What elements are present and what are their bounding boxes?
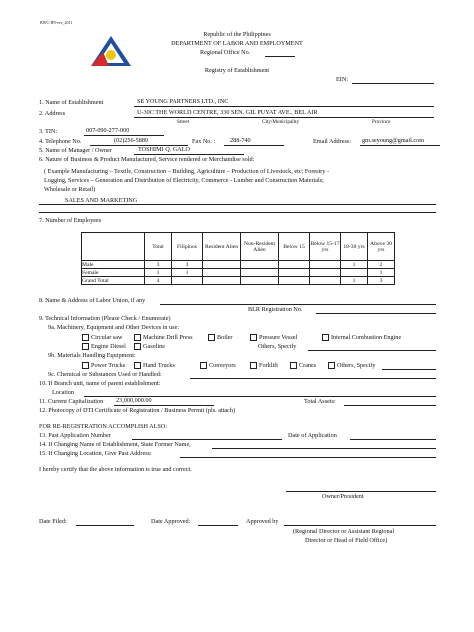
- blr-field[interactable]: [316, 313, 436, 314]
- checkbox-icon: [250, 334, 257, 341]
- header-non-resident-alien: Non-Resident Alien: [241, 233, 279, 261]
- checkbox-label: Forklift: [259, 362, 278, 369]
- table-row: [82, 269, 395, 277]
- circular-saw-checkbox[interactable]: [82, 334, 122, 341]
- table-cell[interactable]: 3: [368, 277, 395, 285]
- table-row: [82, 277, 395, 285]
- director-caption-2: Director or Head of Field Office): [305, 537, 388, 544]
- table-cell[interactable]: 3: [172, 261, 203, 269]
- branch-label: 10. If Branch unit, name of parent establishment:: [39, 380, 161, 387]
- checkbox-icon: [200, 362, 207, 369]
- checkbox-label: Circular saw: [91, 334, 123, 341]
- drill-press-checkbox[interactable]: [134, 334, 193, 341]
- table-cell[interactable]: 1: [145, 269, 172, 277]
- director-caption-1: (Regional Director or Assistant Regional: [293, 528, 395, 535]
- tin-field[interactable]: [84, 135, 164, 136]
- table-cell[interactable]: [172, 277, 203, 285]
- checkbox-icon: [250, 362, 257, 369]
- blr-label: BLR Registration No.: [248, 306, 303, 313]
- checkbox-icon: [82, 334, 89, 341]
- pressure-vessel-checkbox[interactable]: [250, 334, 297, 341]
- checkbox-icon: [328, 362, 335, 369]
- nature-field-line-2[interactable]: [39, 212, 436, 213]
- approved-by-label: Approved by: [246, 518, 279, 525]
- date-application-field[interactable]: [350, 439, 436, 440]
- engine-diesel-checkbox[interactable]: [82, 343, 126, 350]
- email-field[interactable]: [360, 145, 440, 146]
- ein-label: EIN:: [336, 76, 349, 83]
- signature-field[interactable]: [286, 491, 436, 492]
- labor-union-field[interactable]: [160, 304, 436, 305]
- row-label: Male: [82, 261, 145, 269]
- checkbox-icon: [208, 334, 215, 341]
- table-cell[interactable]: [203, 261, 241, 269]
- header-total: Total: [145, 233, 172, 261]
- registry-title: Registry of Establishment: [204, 67, 270, 74]
- table-cell[interactable]: [279, 277, 310, 285]
- gasoline-checkbox[interactable]: [134, 343, 165, 350]
- handling-others-field[interactable]: [382, 369, 436, 370]
- labor-union-label: 8. Name & Address of Labor Union, if any: [39, 297, 146, 304]
- department-heading: DEPARTMENT OF LABOR AND EMPLOYMENT: [171, 40, 303, 47]
- approved-by-field[interactable]: [284, 525, 436, 526]
- table-cell[interactable]: 1: [341, 261, 368, 269]
- checkbox-icon: [82, 343, 89, 350]
- table-cell[interactable]: [203, 269, 241, 277]
- establishment-name-label: 1. Name of Establishment: [39, 99, 104, 106]
- checkbox-label: Pressure Vessel: [259, 334, 298, 341]
- address-label: 2. Address: [39, 110, 66, 117]
- handling-label: 9b. Materials Handling Equipment:: [48, 352, 136, 359]
- hand-trucks-checkbox[interactable]: [134, 362, 175, 369]
- city-caption: City/Municipality: [262, 119, 300, 125]
- total-assets-label: Total Assets:: [304, 398, 336, 405]
- nature-example-line-1: ( Example Manufacturing – Textile, Construction – Building, Agriculture – Production of Livestock, etc; Forestry -: [44, 168, 330, 175]
- machinery-others-field[interactable]: [308, 350, 436, 351]
- email-value: gm.seyoung@gmail.com: [362, 137, 425, 144]
- employees-table: [81, 232, 395, 285]
- header-below-15: Below 15: [279, 233, 310, 261]
- header-18-30: 18-30 yrs: [341, 233, 368, 261]
- checkbox-icon: [322, 334, 329, 341]
- checkbox-label: Internal Combustion Engine: [331, 334, 402, 341]
- table-cell[interactable]: [279, 261, 310, 269]
- total-assets-field[interactable]: [344, 405, 436, 406]
- forklift-checkbox[interactable]: [250, 362, 278, 369]
- telephone-value: (02)256-5889: [114, 137, 149, 144]
- technical-label: 9. Technical Information (Please Check / Enumerate): [39, 315, 171, 322]
- table-row: [82, 261, 395, 269]
- table-cell[interactable]: [310, 269, 341, 277]
- manager-label: 5. Name of Manager / Owner: [39, 147, 112, 154]
- chemical-label: 9c. Chemical or Substances Used or Handled:: [48, 371, 162, 378]
- past-application-label: 13. Past Application Number: [39, 432, 111, 439]
- machinery-others-label: Others, Specify: [258, 343, 297, 350]
- power-trucks-checkbox[interactable]: [82, 362, 125, 369]
- checkbox-label: Gasoline: [143, 343, 165, 350]
- nature-example-line-2: Logging, Services – Generation and Distribution of Electricity, Commerce - Lumber and Construction Materials;: [44, 177, 324, 184]
- checkbox-label: Cranes: [299, 362, 317, 369]
- row-label: Female: [82, 269, 145, 277]
- header-filipinos: Filipinos: [172, 233, 203, 261]
- owner-caption: Owner/President: [322, 493, 364, 500]
- table-cell[interactable]: 2: [368, 261, 395, 269]
- street-caption: Street: [177, 119, 190, 125]
- header-above-30: Above 30 yrs: [368, 233, 395, 261]
- form-code: BWC-IP5-rev_2011: [40, 20, 73, 25]
- former-name-label: 14. If Changing Name of Establishment, State Former Name,: [39, 441, 191, 448]
- capitalization-label: 11. Current Capitalization: [39, 398, 104, 405]
- fax-field[interactable]: [224, 145, 284, 146]
- photocopy-label: 12. Photocopy of DTI Certificate of Registration / Business Permit (pls. attach): [39, 407, 236, 414]
- nature-label: 6. Nature of Business & Product Manufactured, Service rendered or Merchandise sold:: [39, 156, 255, 163]
- capitalization-field[interactable]: [114, 405, 214, 406]
- fax-label: Fax No. :: [192, 138, 216, 145]
- table-cell[interactable]: 3: [145, 261, 172, 269]
- table-cell[interactable]: [241, 261, 279, 269]
- machinery-label: 9a. Machinery, Equipment and Other Devices in use:: [48, 324, 180, 331]
- location-label: Location: [52, 389, 74, 396]
- employees-header-row: [82, 233, 395, 261]
- row-label: Grand Total: [82, 277, 145, 285]
- manager-value: TOSHIMI Q. GALO: [138, 146, 190, 153]
- date-approved-label: Date Approved:: [151, 518, 191, 525]
- email-label: Email Address:: [313, 138, 351, 145]
- checkbox-icon: [134, 334, 141, 341]
- checkbox-icon: [290, 362, 297, 369]
- past-address-label: 15. If Changing Location, Give Past Address:: [39, 450, 152, 457]
- date-application-label: Date of Application: [288, 432, 337, 439]
- conveyors-checkbox[interactable]: [200, 362, 236, 369]
- table-cell[interactable]: [241, 277, 279, 285]
- past-application-field[interactable]: [132, 439, 282, 440]
- cranes-checkbox[interactable]: [290, 362, 316, 369]
- table-cell[interactable]: [310, 261, 341, 269]
- checkbox-label: Hand Trucks: [143, 362, 175, 369]
- table-cell[interactable]: 4: [145, 277, 172, 285]
- table-cell[interactable]: [279, 269, 310, 277]
- reregistration-heading: FOR RE-REGISTRATION ACCOMPLISH ALSO:: [39, 423, 168, 430]
- date-filed-label: Date Filed:: [39, 518, 67, 525]
- table-cell[interactable]: 1: [341, 277, 368, 285]
- checkbox-label: Conveyors: [209, 362, 236, 369]
- certification-text: I hereby certify that the above information is true and correct.: [39, 466, 192, 473]
- header-blank: [82, 233, 145, 261]
- regional-office-label: Regional Office No.: [200, 49, 251, 56]
- handling-others-checkbox[interactable]: [328, 362, 376, 369]
- nature-field-line-1[interactable]: [39, 204, 436, 205]
- fax-value: 288-740: [230, 137, 251, 144]
- establishment-name-value: SE YOUNG PARTNERS LTD., INC: [137, 98, 229, 105]
- checkbox-label: Boiler: [217, 334, 233, 341]
- combustion-engine-checkbox[interactable]: [322, 334, 401, 341]
- date-approved-field[interactable]: [198, 525, 238, 526]
- table-cell[interactable]: [203, 277, 241, 285]
- checkbox-label: Others, Specify: [337, 362, 376, 369]
- chemical-field[interactable]: [190, 378, 436, 379]
- table-cell[interactable]: 1: [172, 269, 203, 277]
- checkbox-label: Machine Drill Press: [143, 334, 193, 341]
- checkbox-icon: [134, 343, 141, 350]
- header-15-17: Below 15-17 yrs: [310, 233, 341, 261]
- table-cell[interactable]: 1: [368, 269, 395, 277]
- tin-label: 3. TIN:: [39, 128, 58, 135]
- telephone-label: 4. Telephone No.: [39, 138, 82, 145]
- tin-value: 007-090-277-000: [86, 127, 130, 134]
- capitalization-value: 23,000,000.00: [116, 397, 152, 404]
- past-address-field[interactable]: [180, 457, 436, 458]
- former-name-field[interactable]: [212, 448, 436, 449]
- manager-field[interactable]: [134, 154, 244, 155]
- province-caption: Province: [372, 119, 391, 125]
- establishment-name-field[interactable]: [134, 106, 434, 107]
- checkbox-icon: [82, 362, 89, 369]
- boiler-checkbox[interactable]: [208, 334, 232, 341]
- checkbox-icon: [134, 362, 141, 369]
- checkbox-label: Power Trucks: [91, 362, 126, 369]
- employees-label: 7. Number of Employees: [39, 217, 102, 224]
- address-value: U-30C THE WORLD CENTRE, 330 SEN. GIL PUYAT AVE., BEL AIR: [137, 109, 318, 116]
- regional-office-field[interactable]: [265, 56, 295, 57]
- table-cell[interactable]: [241, 269, 279, 277]
- republic-heading: Republic of the Philippines: [203, 31, 271, 38]
- table-cell[interactable]: [310, 277, 341, 285]
- header-resident-alien: Resident Alien: [203, 233, 241, 261]
- date-filed-field[interactable]: [76, 525, 134, 526]
- ein-field[interactable]: [352, 83, 434, 84]
- nature-example-line-3: Wholesale or Retail): [44, 186, 96, 193]
- checkbox-label: Engine Diesel: [91, 343, 126, 350]
- address-field[interactable]: [134, 117, 434, 118]
- table-cell[interactable]: [341, 269, 368, 277]
- nature-value: SALES AND MARKETING: [65, 197, 138, 204]
